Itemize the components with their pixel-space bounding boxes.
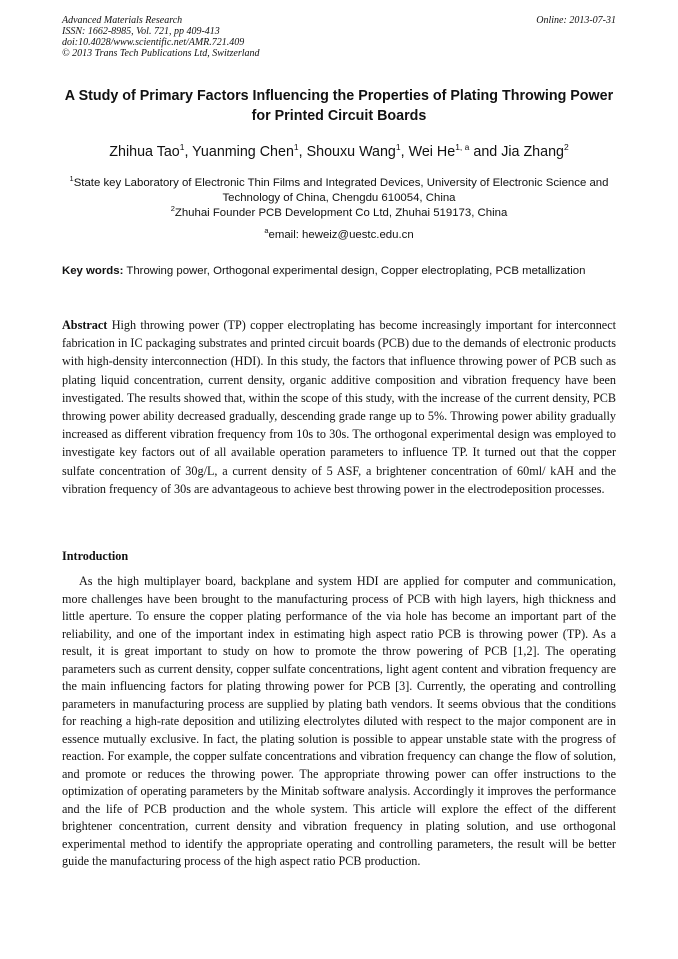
author-affil-mark: 2: [564, 142, 569, 152]
abstract-text: High throwing power (TP) copper electroplating has become increasingly important for interconnect fabrication in IC packaging substrates and printed circuit boards (PCB) due to the demands of electronic products with high-density interconnection (HDI). In this study, the factors that influence throwing power of PCB such as plating liquid concentration, current density, organic additive composition and vibration frequency have been investigated. The results showed that, within the scope of this study, with the increase of the current density, PCB throwing power ability decreased gradually, descending grade range up to 5%. Throwing power ability gradually increased as different vibration frequency from 10s to 30s. The orthogonal experimental design was employed to investigate key factors out of all available operation parameters to influence TP. It turned out that the copper sulfate concentration of 30g/L, a current density of 5 ASF, a brightener concentration of 60ml/ kAH and the vibration frequency of 30s are advantageous to achieve best throwing power in the electrodeposition processes.: [62, 318, 617, 496]
author-affil-mark: 1, a: [455, 142, 470, 152]
author-separator: ,: [400, 144, 409, 160]
affiliation-text: Zhuhai Founder PCB Development Co Ltd, Zhuhai 519173, China: [174, 207, 508, 219]
abstract: [62, 316, 616, 498]
doi-line: doi:10.4028/www.scientific.net/AMR.721.409: [62, 37, 245, 48]
contact-email: [62, 228, 616, 243]
email-mark: a: [264, 226, 269, 235]
journal-header: [62, 15, 616, 59]
paper-title: A Study of Primary Factors Influencing the Properties of Plating Throwing Power for Printed Circuit Boards: [64, 88, 614, 124]
affiliation-1: [62, 176, 616, 206]
affil-mark: 1: [69, 174, 74, 183]
author-name: Jia Zhang: [501, 144, 564, 160]
issn-line: ISSN: 1662-8985, Vol. 721, pp 409-413: [62, 26, 220, 37]
author-affil-mark: 1: [293, 142, 299, 152]
affiliations: [62, 176, 616, 243]
introduction-paragraph: As the high multiplayer board, backplane and system HDI are applied for computer and communication, more challenges have been brought to the manufacturing process of PCB with high layers, high thickness and little aperture. To ensure the copper plating performance of the via hole has become an important part of the reliability, and one of the important index in estimating high aspect ratio PCB is throwing power (TP). As a result, it is great important to study on how to promote the throw powering of PCB [1,2]. The operating parameters such as current density, copper sulfate concentrations, light agent content and vibration frequency are the main influencing factors for plating throwing power for PCB [3]. Currently, the operating and controlling parameters in manufacturing process are supplied by plating bath vendors. It seems obvious that the conditions for reaching a high-rate deposition and utilizing electrolytes diluted with respect to the major component are in essence mutually exclusive. In fact, the plating solution is possible to appear unstable state with the progress of reaction. For example, the copper sulfate concentrations and vibration frequency can change the flow of solution, and promote or reduces the throwing power. The appropriate throwing power can offer instructions to the optimization of operating parameters by the Minitab software analysis. Accordingly it improves the performance and the life of PCB production and the whole system. This article will explore the effect of the different brightener concentration, current density and vibration frequency in plating solution, and use orthogonal experimental method to identify the appropriate operating and controlling parameters, the result will be better guide the manufacturing process of the high aspect ratio PCB production.: [62, 574, 616, 868]
author-separator: and: [469, 144, 502, 160]
author-name: Wei He: [408, 144, 456, 160]
affiliation-2: [62, 206, 616, 221]
author-name: Zhihua Tao: [109, 144, 180, 160]
keywords-text: Throwing power, Orthogonal experimental design, Copper electroplating, PCB metallization: [126, 265, 586, 277]
author-affil-mark: 1: [179, 142, 185, 152]
email-text: email: heweiz@uestc.edu.cn: [268, 229, 414, 241]
introduction-heading: Introduction: [62, 549, 129, 563]
online-date: Online: 2013-07-31: [536, 15, 616, 26]
copyright-line: © 2013 Trans Tech Publications Ltd, Switzerland: [62, 48, 260, 59]
keywords: [62, 263, 616, 279]
author-separator: ,: [184, 144, 193, 160]
author-separator: ,: [298, 144, 307, 160]
keywords-label: Key words:: [62, 265, 124, 277]
author-list: [62, 143, 616, 161]
author-name: Yuanming Chen: [192, 144, 294, 160]
author-affil-mark: 1: [395, 142, 401, 152]
affil-mark: 2: [170, 204, 175, 213]
journal-name: Advanced Materials Research: [62, 15, 183, 26]
author-name: Shouxu Wang: [306, 144, 396, 160]
abstract-label: Abstract: [62, 318, 108, 332]
affiliation-text: State key Laboratory of Electronic Thin Films and Integrated Devices, University of Electronic Science and Technology of China, Chengdu 610054, China: [73, 177, 609, 204]
